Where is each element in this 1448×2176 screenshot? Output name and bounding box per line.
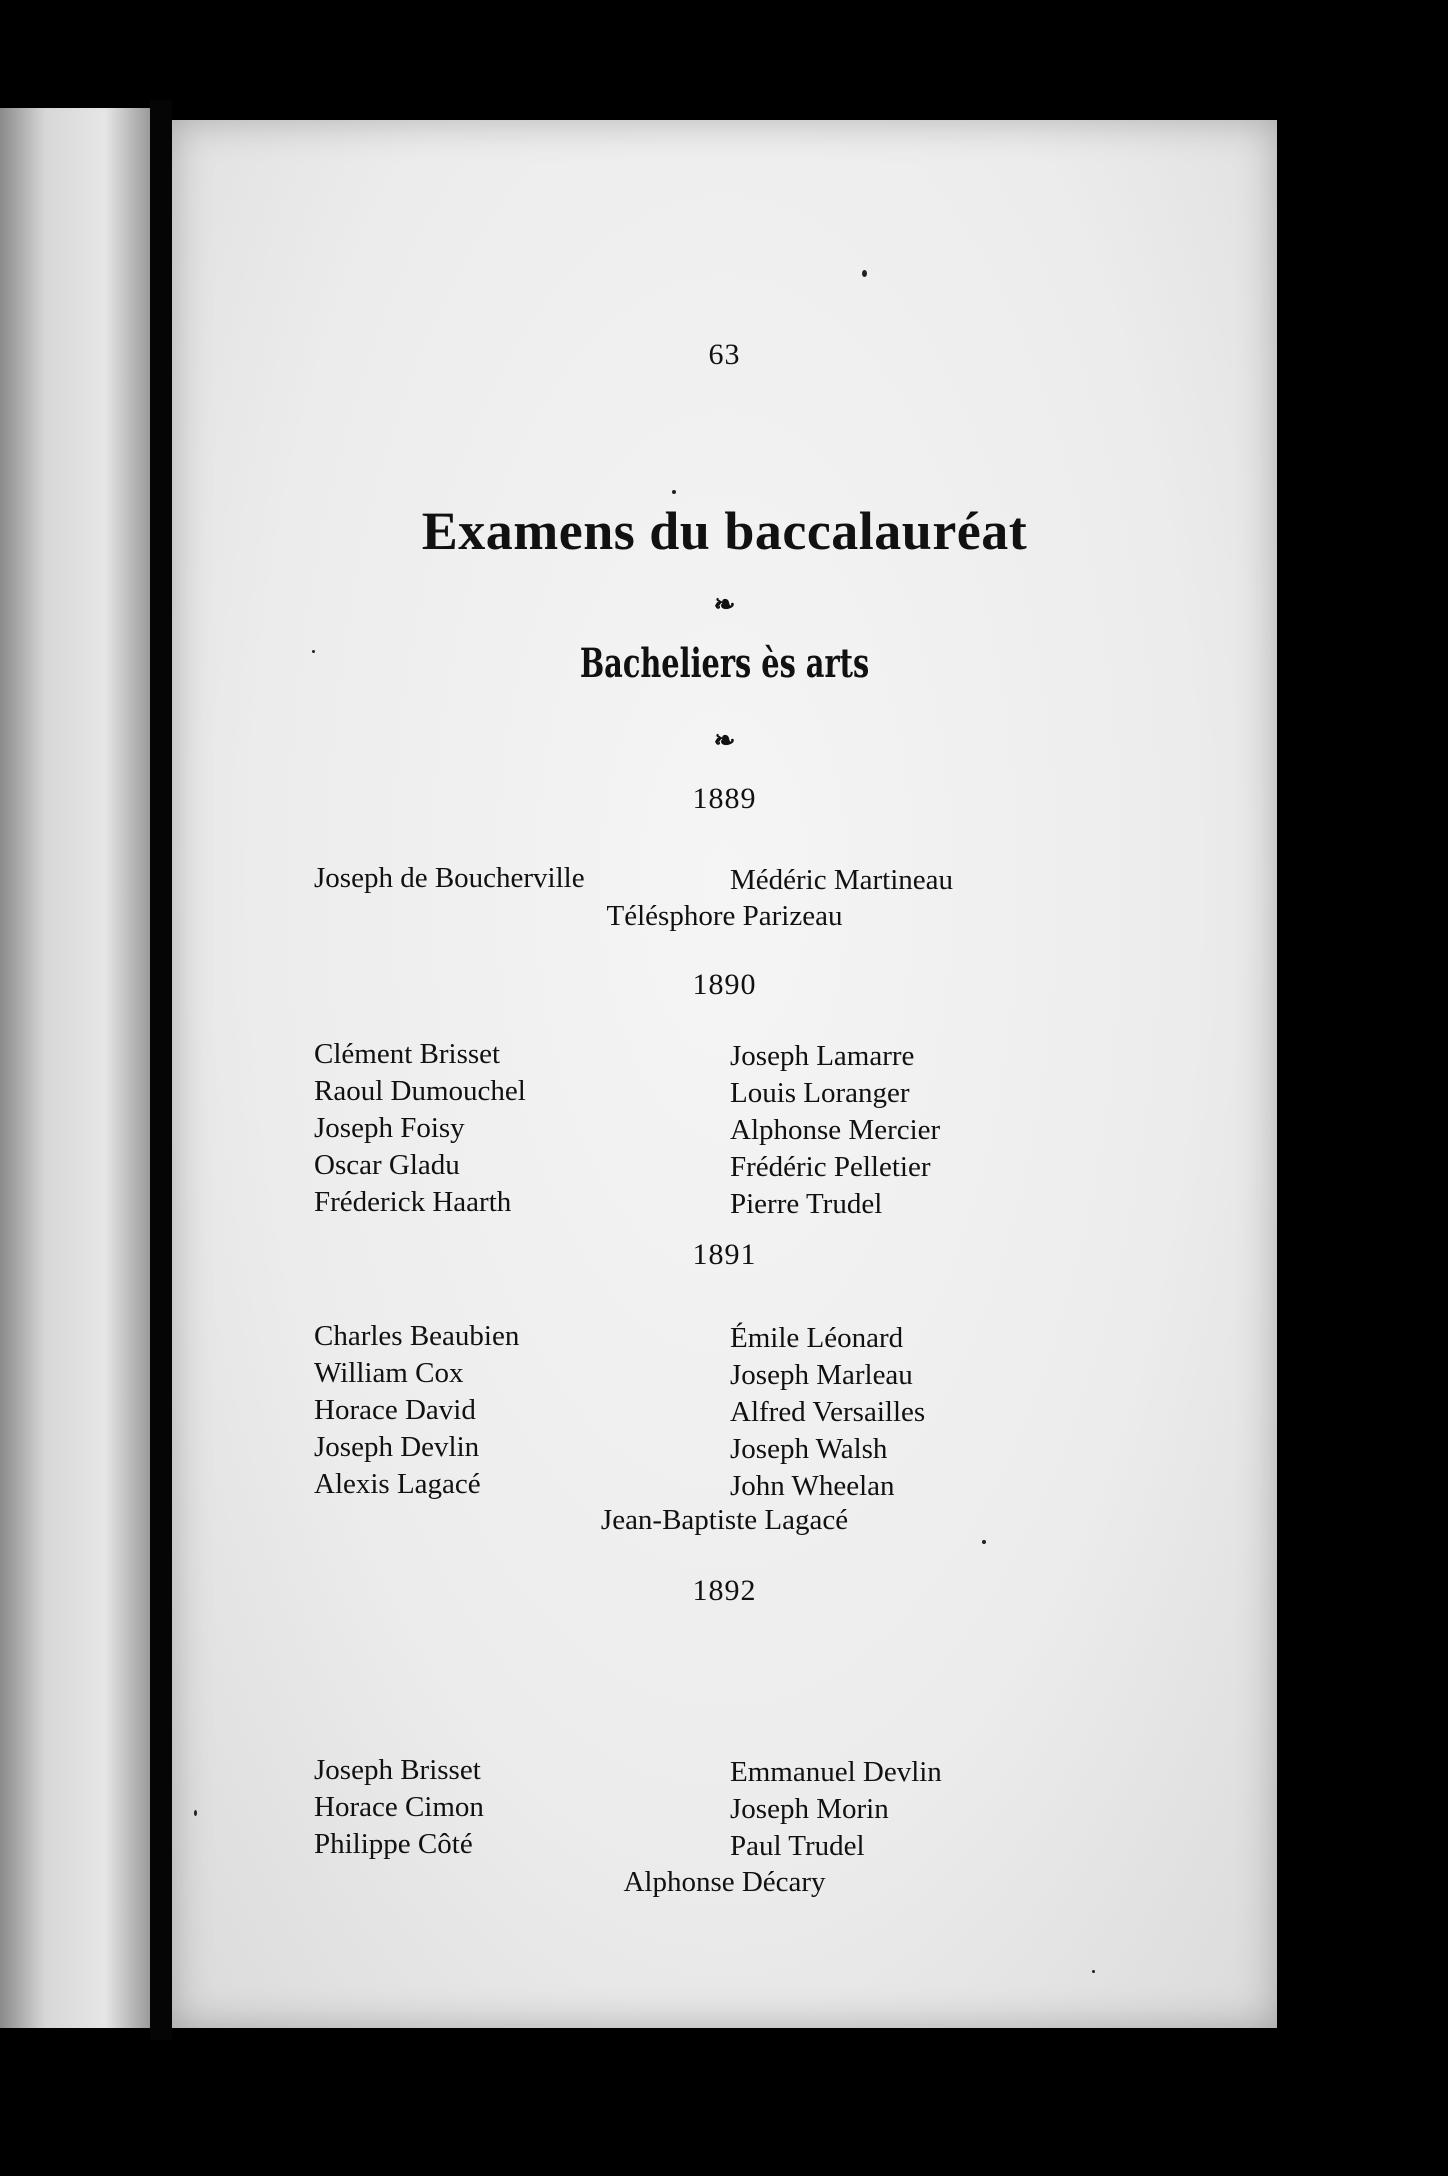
name-entry: Joseph Foisy (314, 1112, 465, 1144)
fleuron-ornament-icon: ❧ (713, 590, 736, 620)
name-entry: Horace Cimon (314, 1791, 484, 1823)
name-entry: Fréderick Haarth (314, 1186, 512, 1218)
name-entry: Joseph Walsh (730, 1433, 888, 1465)
name-entry: Louis Loranger (730, 1077, 910, 1109)
name-entry: Philippe Côté (314, 1828, 473, 1860)
name-list-left (314, 1036, 526, 1221)
page-title: Examens du baccalauréat (421, 501, 1028, 561)
name-entry: William Cox (314, 1357, 464, 1389)
name-entry: Paul Trudel (730, 1830, 865, 1862)
name-list-right (730, 1038, 940, 1223)
name-list-left (314, 860, 585, 897)
name-entry: Joseph Devlin (314, 1431, 480, 1463)
name-entry: Joseph Lamarre (730, 1040, 915, 1072)
name-entry: Frédéric Pelletier (730, 1151, 931, 1183)
year-heading: 1891 (692, 1238, 757, 1271)
name-entry: Émile Léonard (730, 1322, 904, 1354)
name-list-left (314, 1318, 519, 1503)
name-entry: Joseph Marleau (730, 1359, 913, 1391)
name-list-right (730, 862, 953, 899)
name-entry: Joseph de Boucherville (314, 862, 585, 894)
fleuron-ornament-icon: ❧ (713, 726, 736, 756)
book-page (172, 120, 1277, 2028)
name-list-left (314, 1752, 484, 1863)
name-entry: Alphonse Mercier (730, 1114, 941, 1146)
name-entry: Alfred Versailles (730, 1396, 926, 1428)
name-entry: Alexis Lagacé (314, 1468, 481, 1500)
name-entry: Raoul Dumouchel (314, 1075, 526, 1107)
name-entry-centered: Télésphore Parizeau (606, 900, 843, 932)
name-entry: Joseph Morin (730, 1793, 889, 1825)
page-number: 63 (708, 338, 741, 371)
name-entry: Emmanuel Devlin (730, 1756, 942, 1788)
name-entry: Charles Beaubien (314, 1320, 520, 1352)
name-entry: John Wheelan (730, 1470, 895, 1502)
name-entry-centered: Alphonse Décary (623, 1866, 826, 1898)
name-entry: Pierre Trudel (730, 1188, 883, 1220)
name-list-right (730, 1320, 925, 1505)
name-entry: Oscar Gladu (314, 1149, 460, 1181)
name-entry: Joseph Brisset (314, 1754, 481, 1786)
name-entry: Clément Brisset (314, 1038, 501, 1070)
year-heading: 1890 (692, 968, 757, 1001)
name-entry-centered: Jean-Baptiste Lagacé (600, 1504, 849, 1536)
name-entry: Horace David (314, 1394, 476, 1426)
name-entry: Médéric Martineau (730, 864, 954, 896)
facing-page-edge (0, 108, 150, 2028)
year-heading: 1892 (692, 1574, 757, 1607)
book-gutter (150, 100, 172, 2040)
name-list-right (730, 1754, 942, 1865)
year-heading: 1889 (692, 782, 757, 815)
section-subtitle: Bacheliers ès arts (579, 640, 870, 687)
